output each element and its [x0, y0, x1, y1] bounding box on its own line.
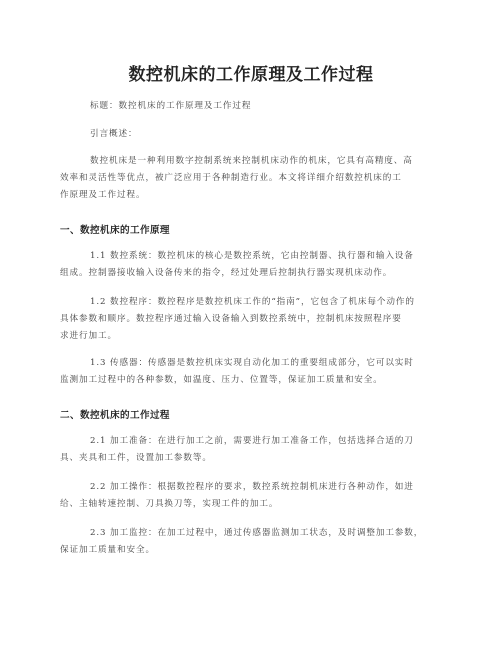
paragraph-line: 2.3 加工监控：在加工过程中，通过传感器监测加工状态，及时调整加工参数， [90, 528, 424, 538]
section2-paragraph-2 [60, 479, 452, 513]
section2-paragraph-1 [60, 433, 452, 467]
paragraph-line: 求进行加工。 [60, 331, 117, 341]
section1-heading: 一、数控机床的工作原理 [60, 225, 170, 236]
section1-paragraph-2 [60, 294, 452, 345]
section2-paragraph-3 [60, 525, 452, 559]
paragraph-line: 1.1 数控系统：数控机床的核心是数控系统，它由控制器、执行器和输入设备 [90, 251, 414, 261]
subtitle-line [60, 98, 452, 115]
paragraph-line: 具、夹具和工件，设置加工参数等。 [60, 453, 212, 463]
intro-label [60, 126, 452, 143]
section1-paragraph-1 [60, 248, 452, 282]
section1-paragraph-3 [60, 355, 452, 389]
intro-label-text: 引言概述： [90, 129, 138, 139]
paragraph-line: 1.2 数控程序：数控程序是数控机床工作的“指南”，它包含了机床每个动作的 [90, 297, 415, 307]
intro-line: 效率和灵活性等优点，被广泛应用于各种制造行业。本文将详细介绍数控机床的工 [60, 173, 402, 183]
paragraph-line: 给、主轴转速控制、刀具换刀等，实现工件的加工。 [60, 499, 279, 509]
subtitle-text: 标题：数控机床的工作原理及工作过程 [90, 101, 252, 111]
paragraph-line: 监测加工过程中的各种参数，如温度、压力、位置等，保证加工质量和安全。 [60, 375, 383, 385]
paragraph-line: 1.3 传感器：传感器是数控机床实现自动化加工的重要组成部分，它可以实时 [90, 358, 414, 368]
section2-heading: 二、数控机床的工作过程 [60, 410, 170, 421]
paragraph-line: 保证加工质量和安全。 [60, 545, 155, 555]
intro-paragraph [60, 153, 452, 204]
intro-line: 作原理及工作过程。 [60, 190, 146, 200]
intro-line: 数控机床是一种利用数字控制系统来控制机床动作的机床，它具有高精度、高 [90, 156, 413, 166]
paragraph-line: 2.2 加工操作：根据数控程序的要求，数控系统控制机床进行各种动作，如进 [90, 482, 414, 492]
paragraph-line: 2.1 加工准备：在进行加工之前，需要进行加工准备工作，包括选择合适的刀 [90, 436, 414, 446]
document-title: 数控机床的工作原理及工作过程 [128, 65, 374, 85]
paragraph-line: 具体参数和顺序。数控程序通过输入设备输入到数控系统中，控制机床按照程序要 [60, 314, 402, 324]
paragraph-line: 组成。控制器接收输入设备传来的指令，经过处理后控制执行器实现机床动作。 [60, 268, 393, 278]
